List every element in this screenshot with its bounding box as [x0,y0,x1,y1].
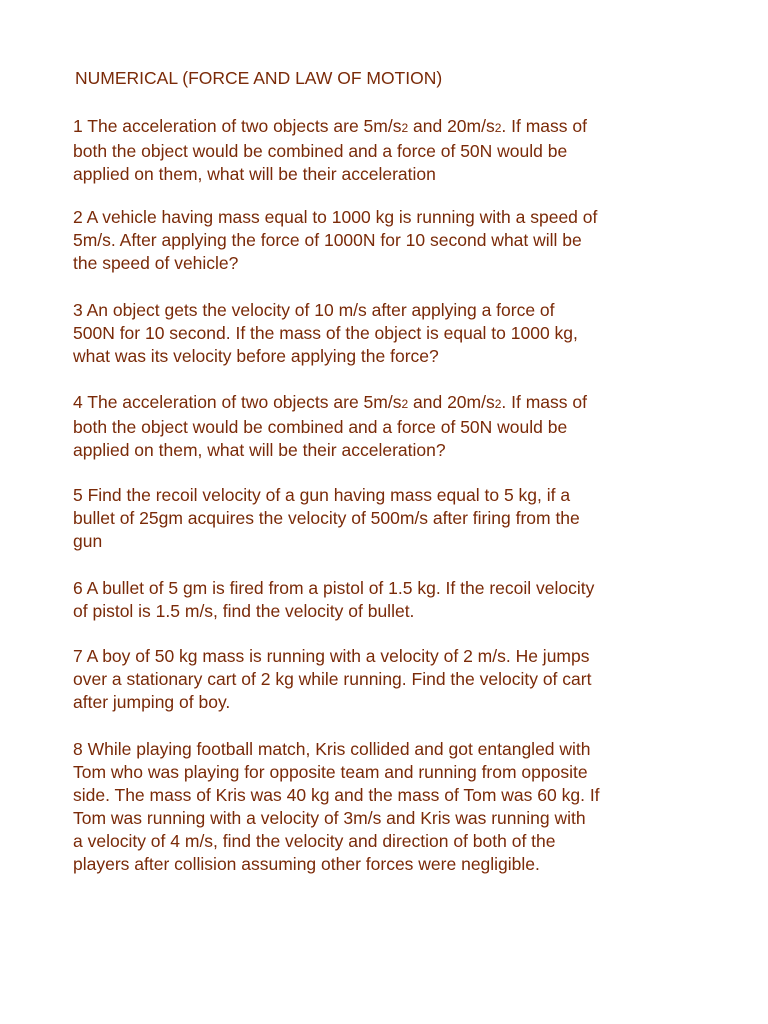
line-text: . If mass of [501,116,587,136]
question-line: players after collision assuming other forces were negligible. [73,854,540,874]
line-text: and 20m/s [408,392,495,412]
question-line: both the object would be combined and a force of 50N would be [73,417,568,437]
question-line [73,391,713,416]
exponent: 2 [494,121,502,135]
question-line: 2 A vehicle having mass equal to 1000 kg is running with a speed of [73,207,598,227]
question-line [73,115,713,140]
line-text: 4 The acceleration of two objects are 5m/s [73,392,402,412]
question-line: applied on them, what will be their acceleration [73,164,436,184]
question-line: after jumping of boy. [73,692,231,712]
question-line: of pistol is 1.5 m/s, find the velocity of bullet. [73,601,415,621]
question-line: over a stationary cart of 2 kg while running. Find the velocity of cart [73,669,592,689]
question-2 [73,206,713,275]
question-line: 500N for 10 second. If the mass of the object is equal to 1000 kg, [73,323,578,343]
page-title: NUMERICAL (FORCE AND LAW OF MOTION) [75,68,443,88]
question-line: a velocity of 4 m/s, find the velocity and direction of both of the [73,831,556,851]
question-line: what was its velocity before applying the force? [73,346,439,366]
question-line: 5m/s. After applying the force of 1000N for 10 second what will be [73,230,582,250]
line-text: . If mass of [501,392,587,412]
exponent: 2 [401,121,409,135]
question-4 [73,391,713,462]
question-5 [73,484,713,553]
question-line: 6 A bullet of 5 gm is fired from a pistol of 1.5 kg. If the recoil velocity [73,578,595,598]
question-6 [73,577,713,623]
question-8 [73,738,713,876]
question-line: side. The mass of Kris was 40 kg and the mass of Tom was 60 kg. If [73,785,600,805]
question-line: 5 Find the recoil velocity of a gun having mass equal to 5 kg, if a [73,485,571,505]
question-3 [73,299,713,368]
question-line: Tom who was playing for opposite team and running from opposite [73,762,588,782]
question-line: applied on them, what will be their acceleration? [73,440,446,460]
question-line: gun [73,531,103,551]
question-line: Tom was running with a velocity of 3m/s and Kris was running with [73,808,586,828]
question-7 [73,645,713,714]
question-line: 8 While playing football match, Kris collided and got entangled with [73,739,591,759]
exponent: 2 [401,397,409,411]
question-line: the speed of vehicle? [73,253,239,273]
line-text: 1 The acceleration of two objects are 5m/s [73,116,402,136]
question-line: 7 A boy of 50 kg mass is running with a velocity of 2 m/s. He jumps [73,646,590,666]
question-line: bullet of 25gm acquires the velocity of 500m/s after firing from the [73,508,580,528]
question-line: both the object would be combined and a force of 50N would be [73,141,568,161]
question-line: 3 An object gets the velocity of 10 m/s after applying a force of [73,300,555,320]
line-text: and 20m/s [408,116,495,136]
question-1 [73,115,713,186]
exponent: 2 [494,397,502,411]
